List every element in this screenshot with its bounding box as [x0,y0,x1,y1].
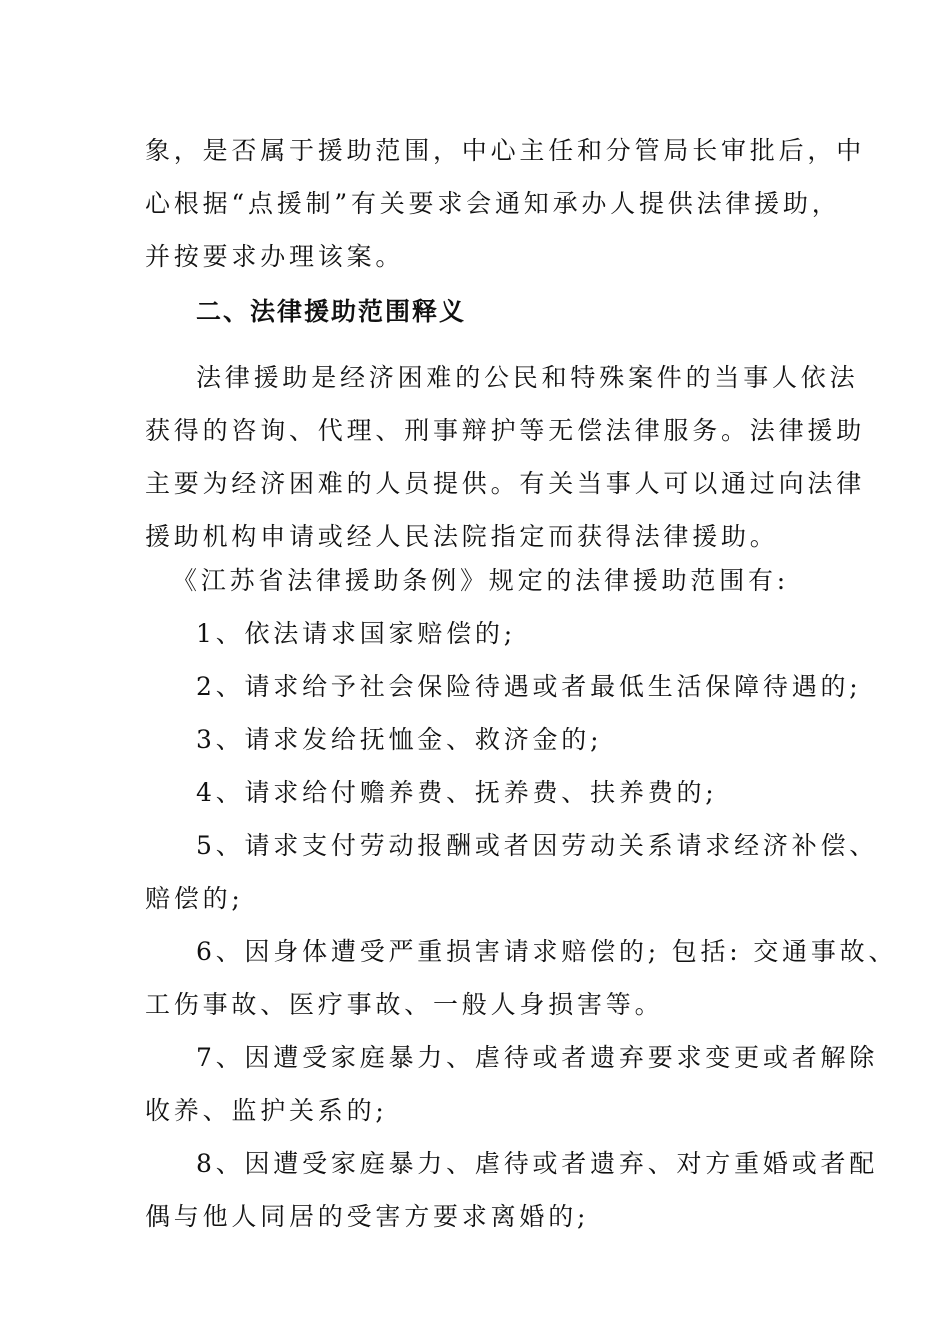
list-item: 1、依法请求国家赔偿的; [196,619,516,648]
list-item: 7、因遭受家庭暴力、虐待或者遗弃要求变更或者解除 [196,1043,879,1072]
list-item: 2、请求给予社会保险待遇或者最低生活保障待遇的; [196,672,862,701]
paragraph-line: 并按要求办理该案。 [145,242,405,271]
list-item: 3、请求发给抚恤金、救济金的; [196,725,603,754]
list-item: 8、因遭受家庭暴力、虐待或者遗弃、对方重婚或者配 [196,1149,879,1178]
paragraph-line: 心根据“点援制”有关要求会通知承办人提供法律援助， [145,189,841,218]
paragraph-line: 法律援助是经济困难的公民和特殊案件的当事人依法 [196,363,859,392]
list-item: 4、请求给付赡养费、抚养费、扶养费的; [196,778,718,807]
list-item-continuation: 收养、监护关系的; [145,1096,388,1125]
paragraph-line: 主要为经济困难的人员提供。有关当事人可以通过向法律 [145,469,866,498]
list-item: 6、因身体遭受严重损害请求赔偿的; 包括: 交通事故、 [196,937,898,966]
paragraph-line: 象，是否属于援助范围，中心主任和分管局长审批后，中 [145,136,866,165]
paragraph-line: 援助机构申请或经人民法院指定而获得法律援助。 [145,522,779,551]
list-item-continuation: 赔偿的; [145,884,244,913]
paragraph-line: 获得的咨询、代理、刑事辩护等无偿法律服务。法律援助 [145,416,866,445]
list-item: 5、请求支付劳动报酬或者因劳动关系请求经济补偿、 [196,831,879,860]
list-item-continuation: 工伤事故、医疗事故、一般人身损害等。 [145,990,664,1019]
regulation-intro: 《江苏省法律援助条例》规定的法律援助范围有: [172,566,790,595]
list-item-continuation: 偶与他人同居的受害方要求离婚的; [145,1202,590,1231]
section-heading: 二、法律援助范围释义 [196,297,467,326]
